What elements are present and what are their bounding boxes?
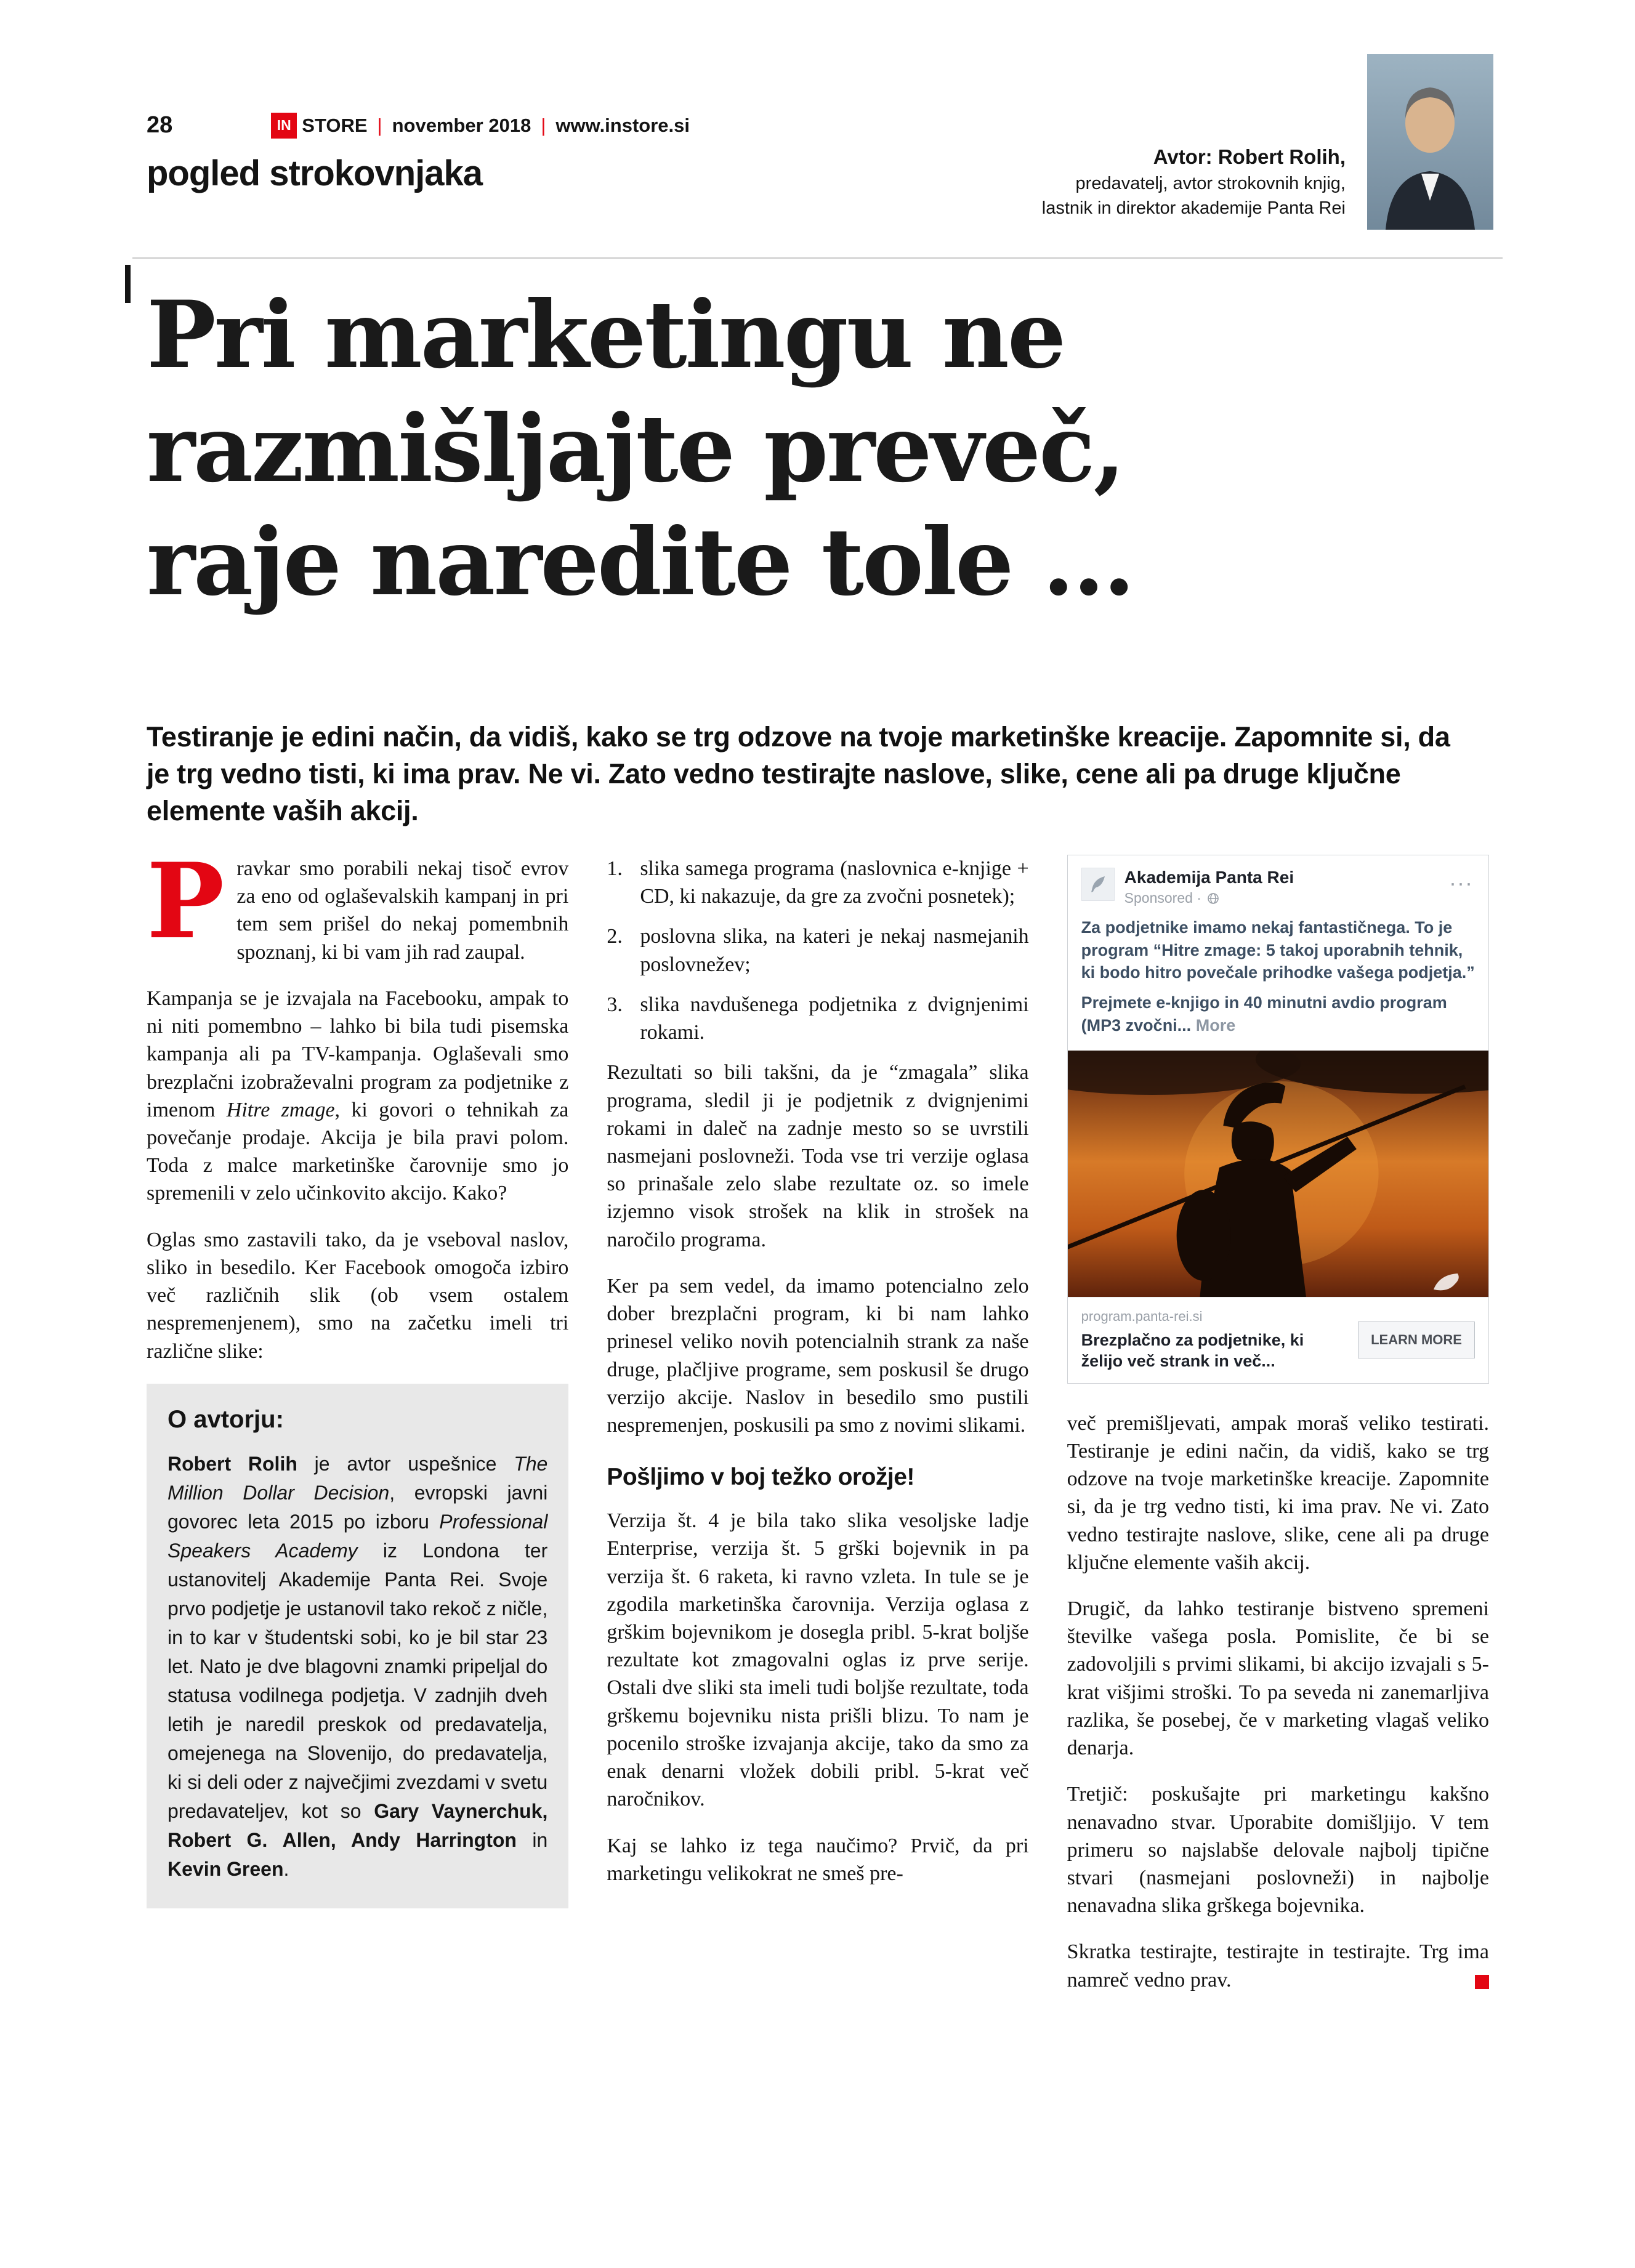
bold-name: Robert Rolih xyxy=(168,1452,297,1475)
ad-text-2-part: Prejmete e-knjigo in 40 minutni avdio program (MP3 zvočni... xyxy=(1081,993,1447,1035)
lead-paragraph: Testiranje je edini način, da vidiš, kako se trg odzove na tvoje marketinške kreacije. Zapomnite si, da je trg vedno tisti, ki ima prav. Ne vi. Zato vedno testirajte naslove, slike, cene ali pa druge ključne elemente vaših akcij. xyxy=(147,721,1450,826)
sponsored-text: Sponsored · xyxy=(1124,890,1201,906)
ad-sponsored-label xyxy=(1124,890,1448,906)
paragraph: Oglas smo zastavili tako, da je vseboval naslov, sliko in besedilo. Ker Facebook omogoča izbiro več različnih slik (ob vsem ostalem nespremenjenem), smo na začetku imeli tri različne slike: xyxy=(147,1228,569,1363)
ad-footer-text xyxy=(1081,1309,1347,1372)
author-role-1: predavatelj, avtor strokovnih knjig, xyxy=(1075,173,1346,193)
brand-store-label: STORE xyxy=(302,114,368,136)
paragraph: Ker pa sem vedel, da imamo potencialno zelo dober brezplačni program, ki bi nam lahko prinesel veliko novih potencialnih strank za naše druge, plačljive programe, sem poskusil še drugo verzijo akcije. Naslov in besedilo smo pustili nespremenjen, poskusili pa smo z novimi slikami. xyxy=(607,1274,1029,1437)
paragraph: Verzija št. 4 je bila tako slika vesoljske ladje Enterprise, verzija št. 5 grški bojevnik in pa verzija št. 6 raketa, ki ravno vzleta. In tule se je zgodila marketinška čarovnija. Verzija oglasa z grškim bojevnikom je dosegla pribl. 5-krat boljše rezultate kot zmagovalni oglas iz prve serije. Ostali dve sliki sta imeli tudi boljše rezultate, toda grškemu bojevniku nista prišli blizu. To nam je pocenilo stroške izvajanja akcije, tako da smo za enak denarni vložek dobili pribl. 5-krat več naročnikov. xyxy=(607,1509,1029,1811)
ad-options-button[interactable]: ... xyxy=(1449,865,1474,890)
ad-warrior-image[interactable] xyxy=(1068,1051,1488,1297)
author-portrait-illustration xyxy=(1367,54,1493,230)
italic-phrase: Hitre zmage xyxy=(226,1098,335,1121)
ad-domain: program.panta-rei.si xyxy=(1081,1308,1203,1324)
about-text-part: in xyxy=(516,1829,548,1852)
paragraph-text: ravkar smo porabili nekaj tisoč evrov za eno od oglaševalskih kampanj in pri tem sem prišel do nekaj pomembnih spoznanj, ki bi vam jih rad zaupal. xyxy=(236,857,569,964)
paragraph: Tretjič: poskušajte pri marketingu kakšno nenavadno stvar. Uporabite domišljijo. V tem primeru so najslabše delovale najbolj tipične stvari (nasmejani poslovneži) in najbolje nenavadna slika grškega bojevnika. xyxy=(1067,1783,1489,1918)
paragraph-text: , ki govori o tehnikah za povečanje prodaje. Akcija je bila pravi polom. Toda z malce marketinške čarovnije smo jo spremenili v zelo učinkovito akcijo. Kako? xyxy=(147,1098,569,1205)
about-text-part: je avtor uspešnice xyxy=(297,1452,514,1475)
list-text: slika samega programa (naslovnica e-knjige + CD, ki nakazuje, da gre za zvočni posnetek); xyxy=(640,857,1029,908)
article-end-mark xyxy=(1475,1975,1489,1989)
list-number: 3. xyxy=(607,993,623,1016)
paragraph xyxy=(147,840,569,966)
bold-name: Kevin Green xyxy=(168,1858,284,1881)
list-item xyxy=(607,922,1028,978)
ad-page-avatar xyxy=(1081,868,1115,901)
drop-cap: P xyxy=(147,840,225,962)
brand-separator: | xyxy=(377,114,382,136)
issue-date: november 2018 xyxy=(392,114,531,136)
page-number: 28 xyxy=(147,112,173,138)
facebook-ad-screenshot xyxy=(1067,855,1489,1384)
list-item xyxy=(607,991,1028,1046)
italic-title: The Million Dollar Decision xyxy=(168,1452,548,1504)
about-author-title: O avtorju: xyxy=(168,1405,284,1433)
globe-icon xyxy=(1207,892,1219,905)
subheading: Pošljimo v boj težko orožje! xyxy=(607,1464,914,1491)
page-header xyxy=(147,112,690,139)
brand-separator: | xyxy=(541,114,546,136)
list-item xyxy=(607,855,1028,910)
website-url: www.instore.si xyxy=(555,114,690,136)
paragraph: Rezultati so bili takšni, da je “zmagala” slika programa, sledil ji je podjetnik z dvignjenimi rokami in daleč na zadnje mesto so se uvrstili nasmejani poslovneži. Toda vse tri verzije oglasa so prinašale zelo slabe rezultate oz. so imele izjemno visok strošek na klik in strošek na naročilo programa. xyxy=(607,1061,1029,1251)
author-role-2: lastnik in direktor akademije Panta Rei xyxy=(1041,198,1346,218)
magazine-brand xyxy=(271,113,690,139)
body-column-3 xyxy=(1067,855,1489,2012)
ad-more-link[interactable]: More xyxy=(1195,1015,1236,1035)
bold-names: Gary Vaynerchuk, Robert G. Allen, Andy Harrington xyxy=(168,1800,548,1852)
list-text: poslovna slika, na kateri je nekaj nasmejanih poslovnežev; xyxy=(640,925,1029,976)
italic-title: Professional Speakers Academy xyxy=(168,1510,548,1562)
paragraph: Kaj se lahko iz tega naučimo? Prvič, da pri marketingu velikokrat ne smeš pre- xyxy=(607,1834,1029,1885)
paragraph: Drugič, da lahko testiranje bistveno spremeni številke vašega posla. Pomislite, če bi se zadovoljili s prvimi slikami, bi akcijo izvajali s 5-krat višjimi stroški. To pa seveda ni zanemarljiva razlika, še posebej, če v marketing vlagaš veliko denarja. xyxy=(1067,1597,1489,1760)
headline-line-2: razmišljajte preveč, xyxy=(147,394,1124,503)
ad-body-text xyxy=(1068,915,1488,1051)
about-text-part: . xyxy=(283,1858,289,1881)
ad-headline: Brezplačno za podjetnike, ki želijo več strank in več... xyxy=(1081,1330,1304,1371)
paragraph xyxy=(1067,1938,1489,1993)
header-divider xyxy=(132,257,1503,259)
numbered-list xyxy=(607,855,1028,1046)
ad-header xyxy=(1068,855,1488,915)
headline-tick-mark xyxy=(125,265,131,303)
paragraph xyxy=(147,985,568,1208)
author-photo xyxy=(1367,54,1493,230)
author-credit xyxy=(1042,143,1346,220)
ad-page-name[interactable]: Akademija Panta Rei xyxy=(1124,868,1294,887)
ad-footer xyxy=(1068,1297,1488,1383)
about-author-text xyxy=(168,1450,547,1884)
author-name: Avtor: Robert Rolih, xyxy=(1153,145,1346,168)
ad-text-2 xyxy=(1081,991,1475,1036)
article-headline xyxy=(147,278,1501,619)
paragraph-text: Skratka testirajte, testirajte in testirajte. Trg ima namreč vedno prav. xyxy=(1067,1940,1489,1992)
list-number: 2. xyxy=(607,925,623,948)
ad-page-info xyxy=(1124,868,1448,906)
feather-logo-icon xyxy=(1088,874,1108,895)
paragraph: več premišljevati, ampak moraš veliko testirati. Testiranje je edini način, da vidiš, kako se trg odzove na tvoje marketinške kreacije. Zapomnite si, da je trg vedno tisti, ki ima prav. Ne vi. Zato vedno testirajte naslove, slike, cene ali pa druge ključne elemente vaših akcij. xyxy=(1067,1411,1489,1574)
list-number: 1. xyxy=(607,857,623,880)
section-title: pogled strokovnjaka xyxy=(147,153,483,193)
about-text-part: iz Londona ter ustanovitelj Akademije Panta Rei. Svoje prvo podjetje je ustanovil tako rekoč z ničle, in to kar v študentski sobi, ko je bil star 23 let. Nato je dve blagovni znamki pripeljal do statusa vodilnega podjetja. V zadnjih dveh letih je naredil preskok od predavatelja, omejenega na Slovenijo, do predavatelja, ki si deli oder z največjimi zvezdami v svetu predavateljev, kot so xyxy=(168,1539,548,1823)
about-text-part: , evropski javni govorec leta 2015 po izboru xyxy=(168,1481,548,1533)
headline-line-3: raje naredite tole ... xyxy=(147,508,1134,616)
paragraph-text: Kampanja se je izvajala na Facebooku, ampak to ni niti pomembno – lahko bi bila tudi pisemska kampanja ali pa TV-kampanja. Oglaševali smo brezplačni izobraževalni program za podjetnike z imenom xyxy=(147,987,569,1121)
about-author-box xyxy=(147,1384,568,1908)
headline-line-1: Pri marketingu ne xyxy=(147,281,1065,389)
learn-more-button[interactable]: LEARN MORE xyxy=(1358,1322,1475,1358)
body-column-1 xyxy=(147,840,569,2012)
body-column-2 xyxy=(607,855,1028,2012)
list-text: slika navdušenega podjetnika z dvignjenimi rokami. xyxy=(640,993,1029,1044)
instore-logo-icon: IN xyxy=(271,113,297,139)
ad-text-1: Za podjetnike imamo nekaj fantastičnega. To je program “Hitre zmage: 5 takoj uporabnih tehnik, ki bodo hitro povečale prihodke vašega podjetja.” xyxy=(1081,918,1475,982)
article-body xyxy=(147,840,1489,2012)
